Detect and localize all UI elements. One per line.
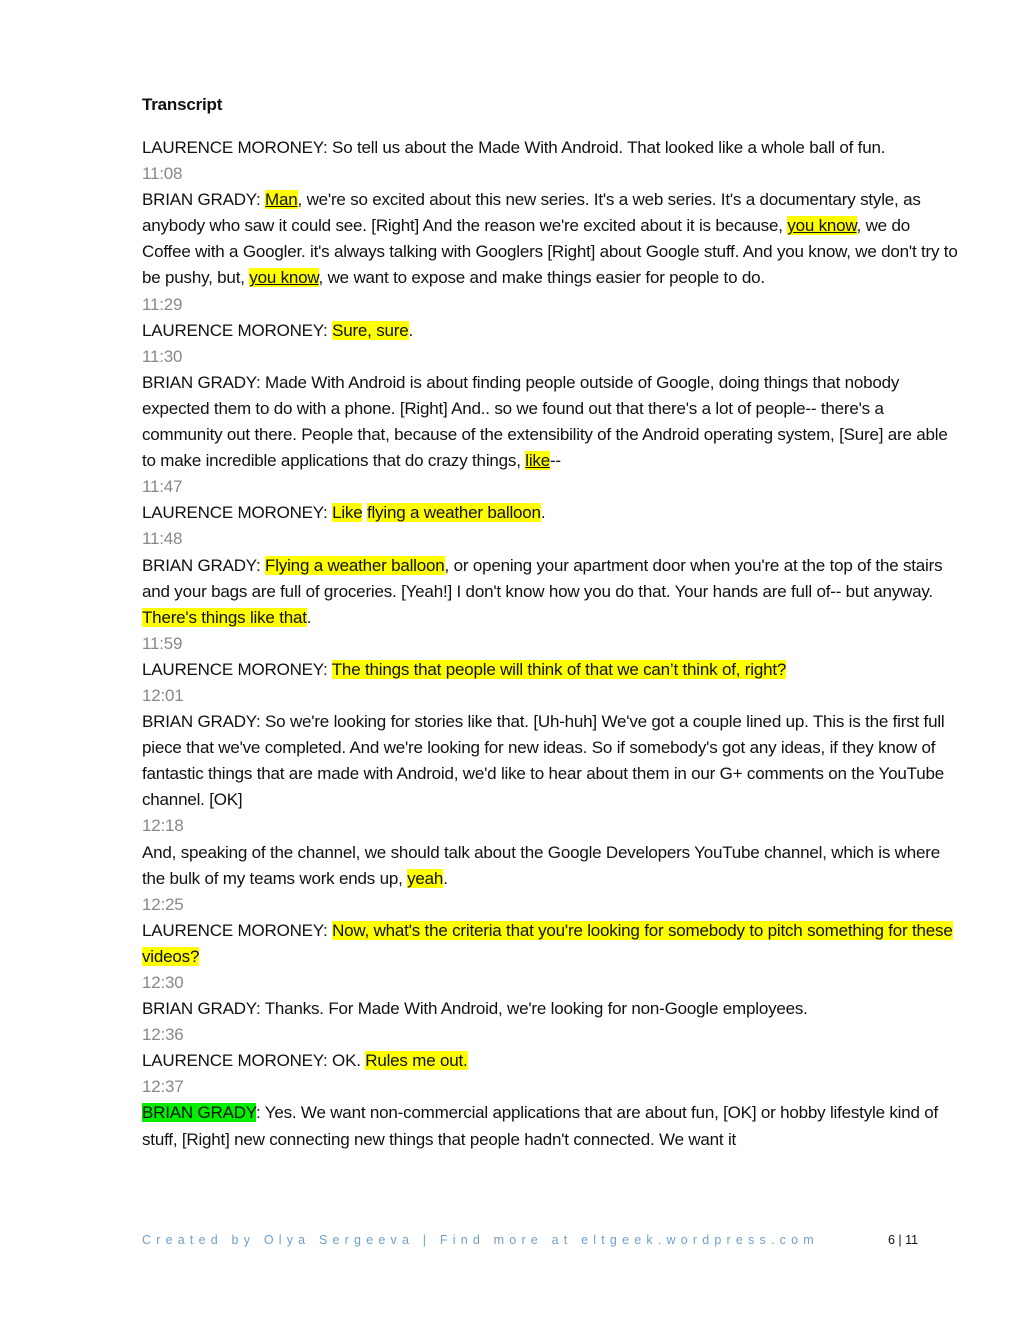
text-run: BRIAN GRADY: Made With Android is about finding people outside of Google, doing things that nobody expected them to do with a phone. [Right] And.. so we found out that there's a lot of people-- there's a community out there. People that, because of the extensibility of the Android operating system, [Sure] are able to make incredible applications that do crazy things, [142,372,948,471]
transcript-paragraph [142,553,962,631]
transcript-paragraph [142,840,962,892]
transcript-body [142,135,962,1153]
transcript-paragraph [142,996,962,1022]
highlighted-phrase: Like [332,503,363,523]
transcript-paragraph [142,1100,962,1152]
transcript-paragraph [142,657,962,683]
text-run: LAURENCE MORONEY: OK. [142,1051,366,1071]
timestamp: 11:48 [142,529,183,549]
timestamp: 11:08 [142,164,183,184]
transcript-paragraph [142,1048,962,1074]
highlighted-phrase: Rules me out. [365,1051,468,1071]
text-run: BRIAN GRADY: Thanks. For Made With Android, we're looking for non-Google employees. [142,999,808,1019]
text-run: . [443,868,448,888]
text-run: , we're so excited about this new series. It's a web series. It's a documentary style, as anybody who saw it could see. [Right] And the reason we're excited about it is because, [142,190,921,236]
text-run: LAURENCE MORONEY: [142,920,333,940]
text-run: LAURENCE MORONEY: [142,320,333,340]
text-run: -- [549,451,561,471]
timestamp: 11:30 [142,346,183,366]
footer-credit: Created by Olya Sergeeva | Find more at eltgeek.wordpress.com [142,1233,819,1247]
text-run: LAURENCE MORONEY: [142,503,333,523]
page-number: 6 | 11 [888,1233,919,1247]
transcript-paragraph [142,500,962,526]
highlighted-phrase: Man [265,190,298,210]
timestamp: 12:30 [142,973,184,992]
text-run: . [408,320,414,340]
transcript-paragraph [142,135,962,161]
text-run: , we do Coffee with a Googler. it's always talking with Googlers [Right] about Google stuff. And you know, we don't try to be pushy, but, [142,216,958,288]
text-run: And, speaking of the channel, we should talk about the Google Developers YouTube channel, which is where the bulk of my teams work ends up, [142,842,940,888]
timestamp: 11:59 [142,633,183,653]
timestamp: 12:18 [142,816,184,836]
highlighted-phrase: There's things like that [142,607,307,627]
highlighted-phrase: Sure, sure [332,320,409,340]
text-run: , or opening your apartment door when you're at the top of the stairs and your bags are full of groceries. [Yeah!] I don't know how you do that. Your hands are full of-- but anyway. [142,555,943,601]
timestamp: 12:37 [142,1077,184,1097]
highlighted-phrase: Flying a weather balloon [265,555,445,575]
text-run: BRIAN GRADY: [142,190,266,210]
highlighted-phrase: yeah [407,868,444,888]
highlighted-phrase: like [525,451,550,471]
text-run: : Yes. We want non-commercial applications that are about fun, [OK] or hobby lifestyle kind of stuff, [Right] new connecting new things that people hadn't connected. We want it [142,1103,939,1149]
transcript-paragraph [142,187,962,291]
highlighted-phrase: you know [249,268,319,288]
highlighted-speaker: BRIAN GRADY [142,1103,256,1123]
text-run: , we want to expose and make things easier for people to do. [318,268,765,288]
timestamp: 11:47 [142,477,183,497]
highlighted-phrase: The things that people will think of that we can’t think of, right? [331,659,787,679]
timestamp: 12:36 [142,1025,184,1045]
transcript-paragraph [142,370,962,474]
timestamp: 12:01 [142,685,184,705]
text-run: BRIAN GRADY: So we're looking for stories like that. [Uh-huh] We've got a couple lined up. This is the first full piece that we've completed. And we're looking for new ideas. So if somebody's got any ideas, if they know of fantastic things that are made with Android, we'd like to hear about them in our G+ comments on the YouTube channel. [OK] [142,712,945,810]
highlighted-phrase: flying a weather balloon [366,503,541,523]
text-run: . [306,607,312,627]
text-run: . [540,503,546,523]
timestamp: 11:29 [142,294,183,314]
text-run: LAURENCE MORONEY: [142,659,332,679]
highlighted-phrase: you know [787,216,857,236]
page-title: Transcript [142,95,223,114]
text-run: BRIAN GRADY: [142,555,266,575]
text-run: LAURENCE MORONEY: So tell us about the Made With Android. That looked like a whole ball of fun. [142,138,886,157]
page-footer [142,1233,932,1247]
highlighted-phrase: Now, what's the criteria that you're looking for somebody to pitch something for these videos? [142,920,953,966]
transcript-paragraph [142,318,962,344]
timestamp: 12:25 [142,894,184,914]
transcript-paragraph [142,709,962,813]
transcript-paragraph [142,918,962,970]
